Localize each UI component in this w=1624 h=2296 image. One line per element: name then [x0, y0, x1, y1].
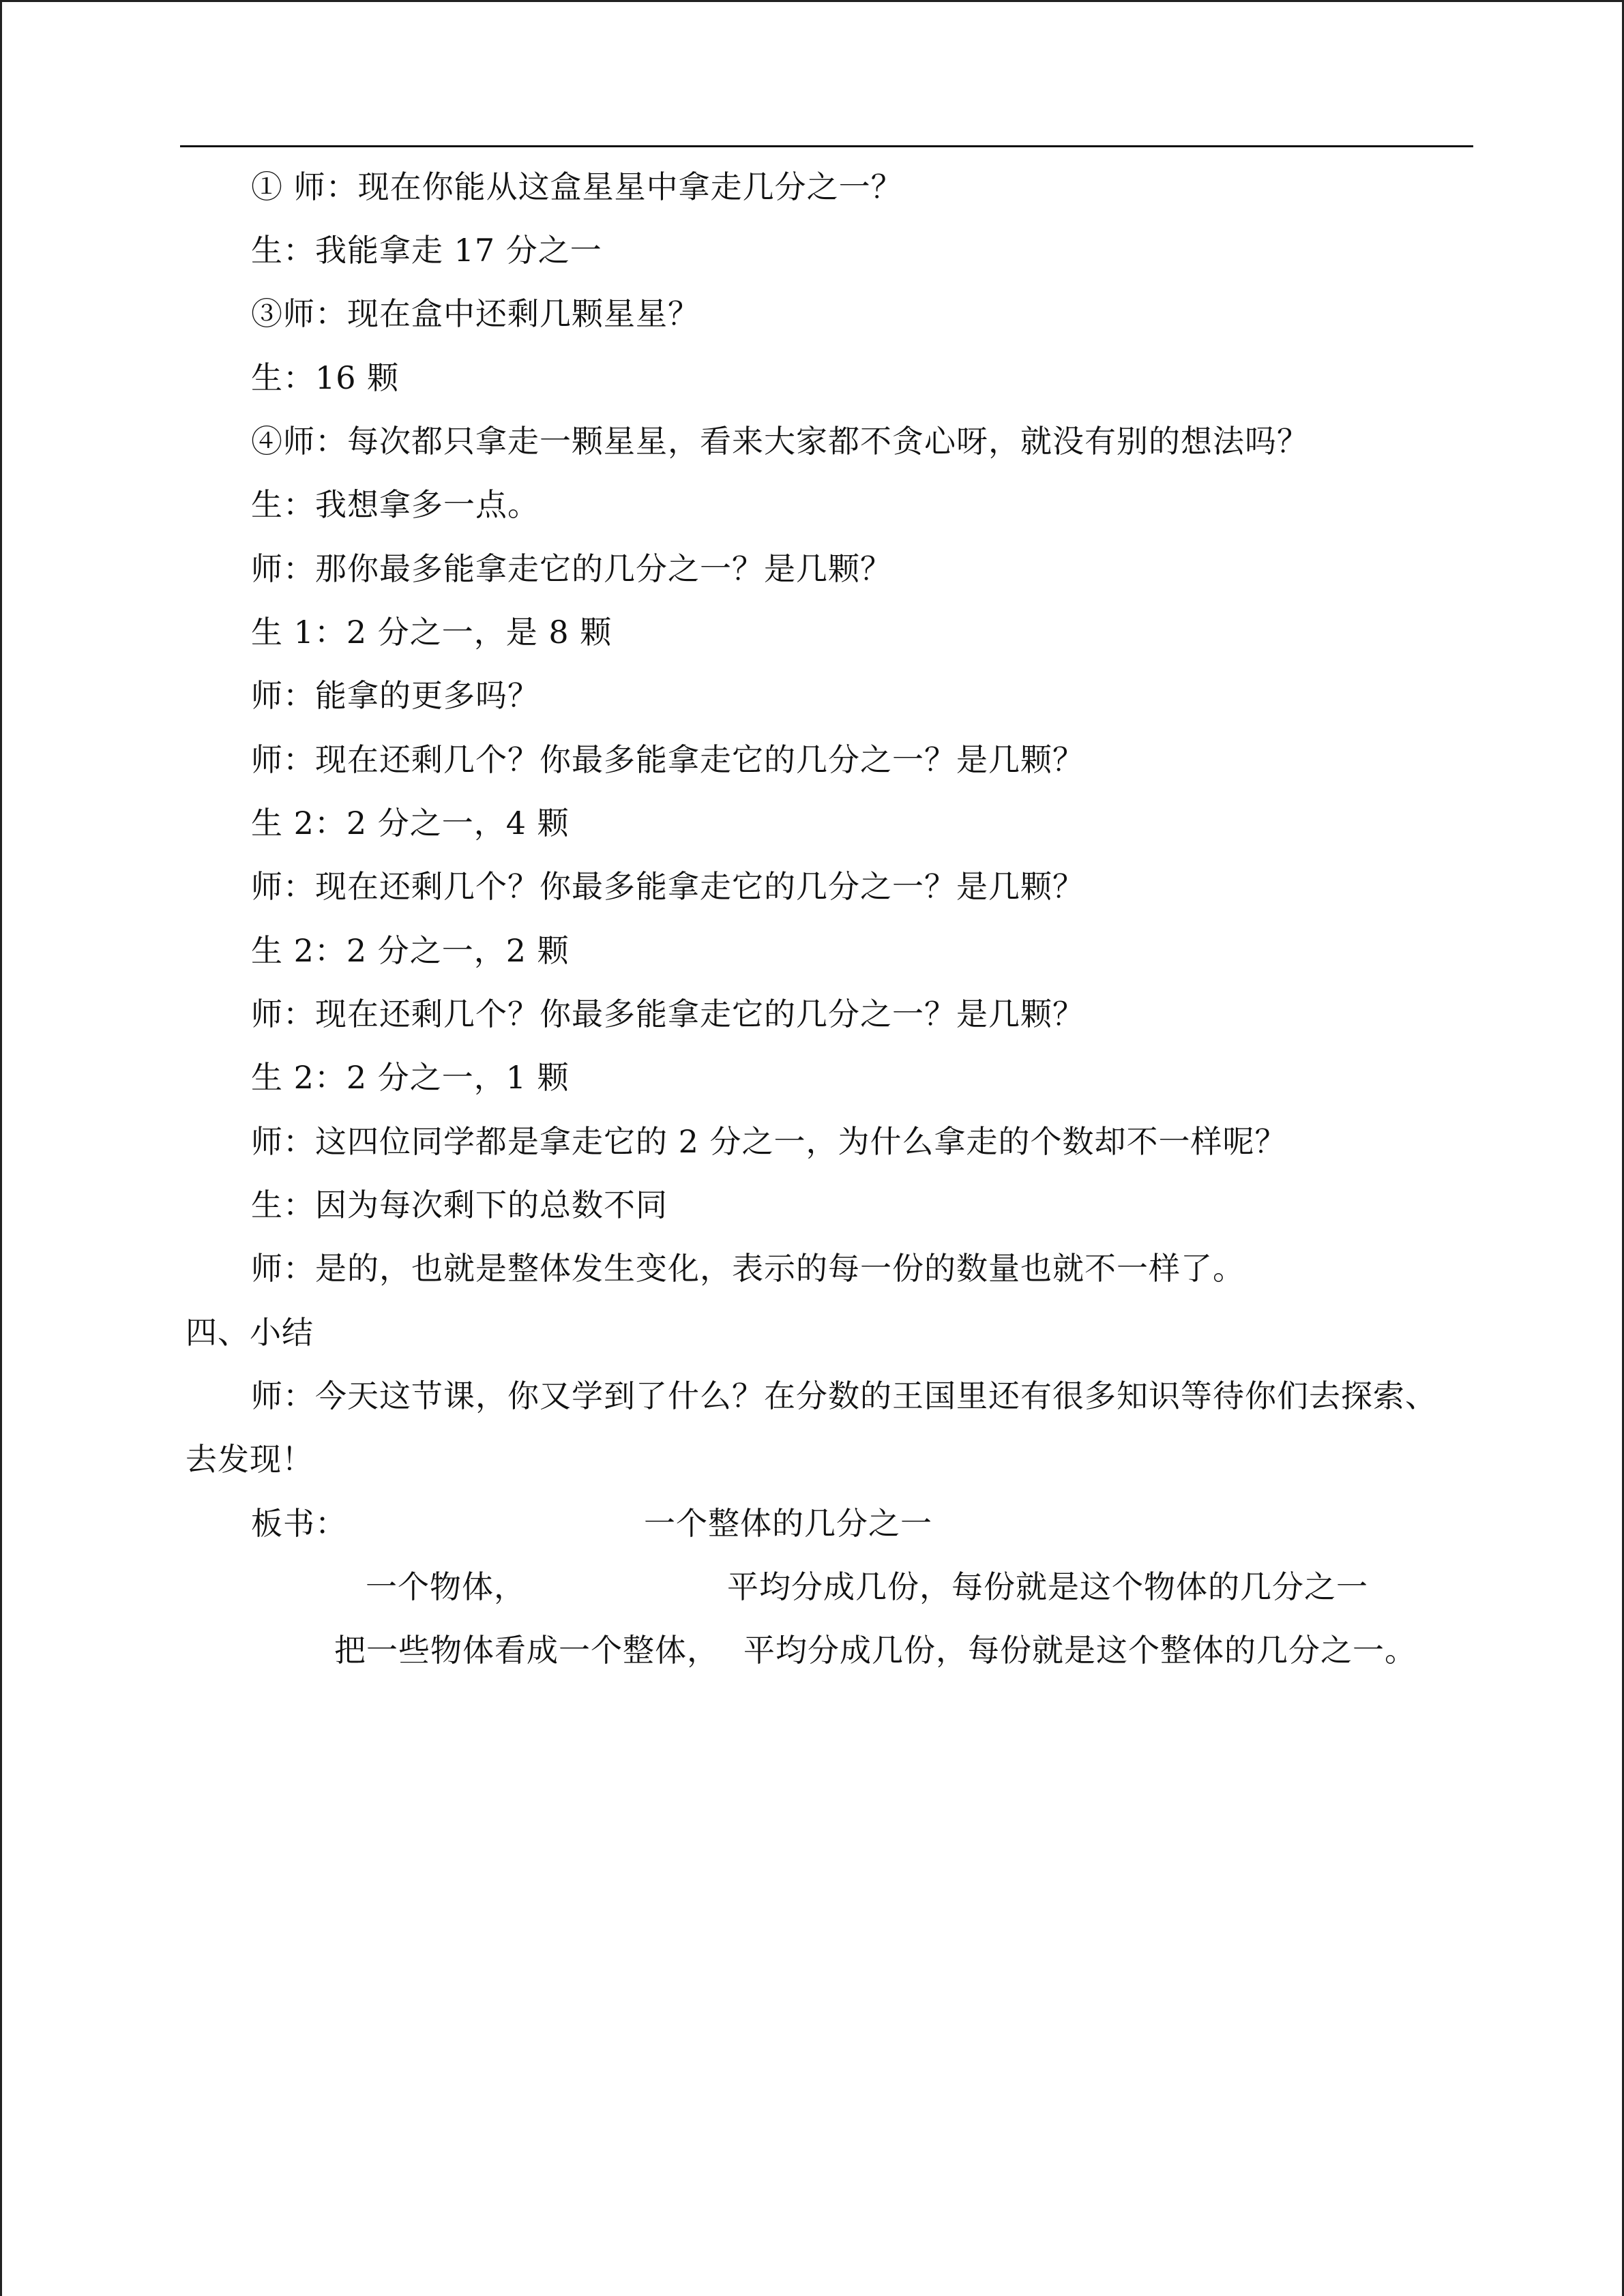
dialogue-line: 师：这四位同学都是拿走它的 2 分之一，为什么拿走的个数却不一样呢？ [251, 1123, 1287, 1160]
board-row2-right: 平均分成几份，每份就是这个整体的几分之一。 [743, 1632, 1417, 1669]
dialogue-line: 生：我能拿走 17 分之一 [251, 232, 602, 269]
header-rule [180, 145, 1473, 147]
dialogue-line: 生：因为每次剩下的总数不同 [251, 1187, 668, 1223]
dialogue-line: ④师：每次都只拿走一颗星星，看来大家都不贪心呀，就没有别的想法吗？ [251, 423, 1309, 460]
dialogue-line: 生：16 颗 [251, 359, 400, 396]
summary-line-continued: 去发现！ [186, 1441, 314, 1478]
dialogue-line: 生 2：2 分之一，4 颗 [251, 805, 570, 841]
dialogue-line: 生 2：2 分之一，1 颗 [251, 1059, 570, 1096]
dialogue-line: 师：现在还剩几个？你最多能拿走它的几分之一？是几颗？ [251, 996, 1084, 1032]
dialogue-line: 生 2：2 分之一，2 颗 [251, 932, 570, 969]
dialogue-line: 师：现在还剩几个？你最多能拿走它的几分之一？是几颗？ [251, 741, 1084, 778]
dialogue-line: ① 师：现在你能从这盒星星中拿走几分之一？ [251, 168, 903, 205]
dialogue-line: 师：现在还剩几个？你最多能拿走它的几分之一？是几颗？ [251, 868, 1084, 905]
dialogue-line: 师：能拿的更多吗？ [251, 677, 540, 714]
dialogue-line: 生：我想拿多一点。 [251, 486, 540, 523]
dialogue-line: 生 1：2 分之一，是 8 颗 [251, 614, 612, 651]
board-row1-right: 平均分成几份，每份就是这个物体的几分之一 [727, 1568, 1368, 1605]
summary-line: 师：今天这节课，你又学到了什么？在分数的王国里还有很多知识等待你们去探索、 [251, 1377, 1437, 1414]
board-title: 一个整体的几分之一 [644, 1505, 932, 1542]
section-title: 四、小结 [186, 1314, 314, 1351]
dialogue-line: 师：是的，也就是整体发生变化，表示的每一份的数量也就不一样了。 [251, 1250, 1245, 1287]
board-row1-left: 一个物体， [366, 1568, 526, 1605]
board-row2-left: 把一些物体看成一个整体， [334, 1632, 719, 1669]
dialogue-line: ③师：现在盒中还剩几颗星星？ [251, 295, 700, 332]
dialogue-line: 师：那你最多能拿走它的几分之一？是几颗？ [251, 550, 892, 587]
board-label: 板书： [251, 1505, 347, 1542]
